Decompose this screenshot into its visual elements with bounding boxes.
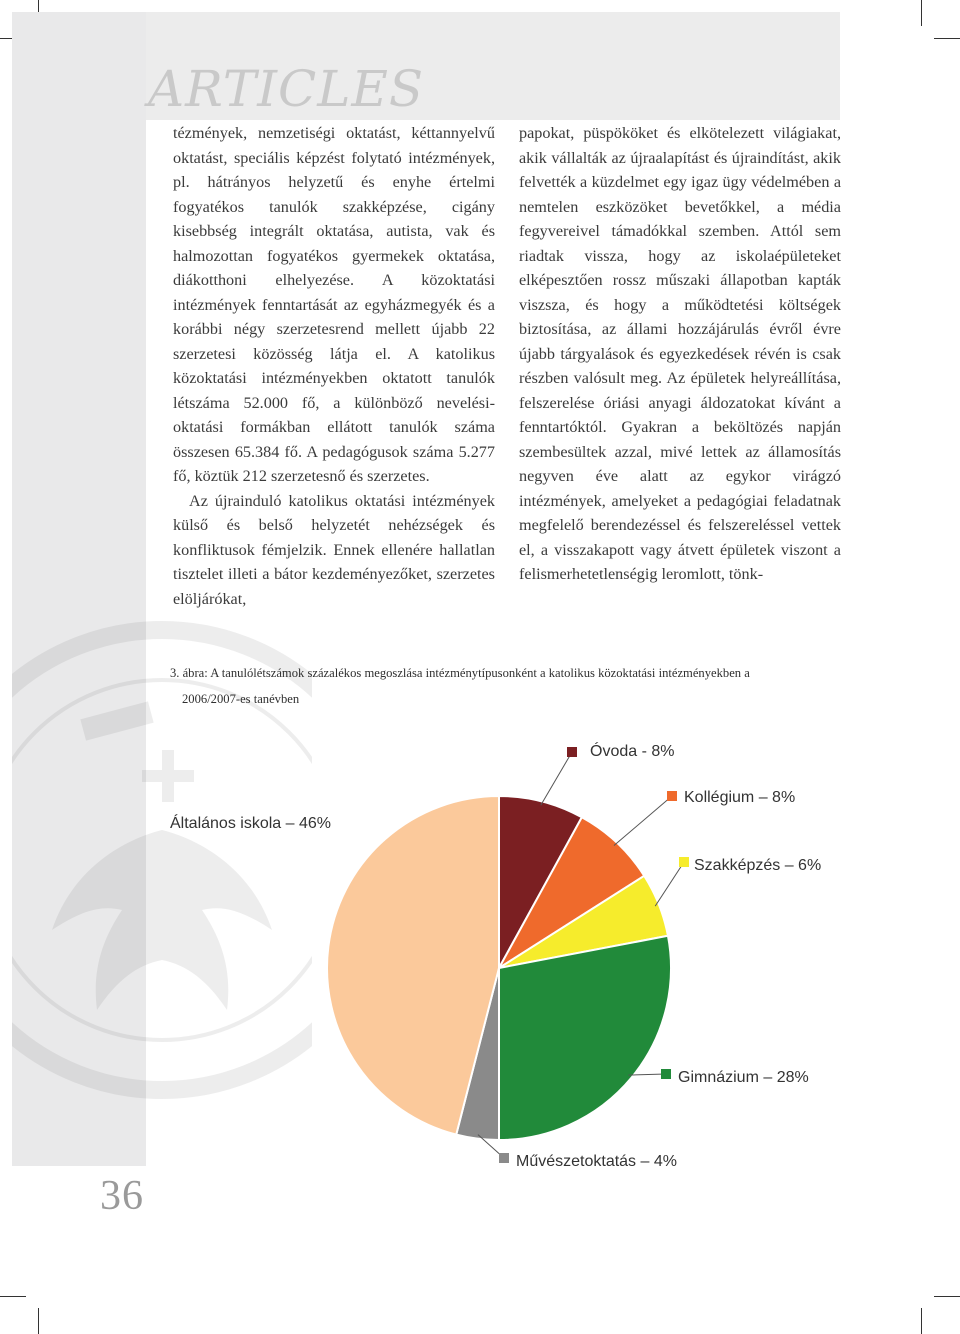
slice-label: Kollégium – 8%: [684, 789, 796, 806]
pie-chart: [160, 730, 880, 1180]
legend-marker: [567, 747, 577, 757]
slice-label: Szakképzés – 6%: [694, 857, 822, 874]
paragraph: tézmények, nemzetiségi oktatást, kéttannyelvű oktatást, speciális képzést folytató intézmények, pl. hátrányos helyzetű és enyhe értelmi fogyatékos tanulók szakképzése, cigány kisebbség integrált oktatása, autista, vak és halmozottan fogyatékos gyermekek oktatása, diákotthoni elhelyezése. A közoktatási intézmények fenntartását az egyházmegyék és a korábbi négy szerzetesrend mellett újabb 22 szerzetesi közösség látja el. A katolikus közoktatási intézményekben oktatott tanulók létszáma 52.000 fő, a különböző nevelési-oktatási formákban ellátott tanulók száma összesen 65.384 fő. A pedagógusok száma 5.277 fő, köztük 212 szerzetesnő és szerzetes.: [173, 124, 495, 485]
slice-label: Gimnázium – 28%: [678, 1069, 809, 1086]
crop-mark: [921, 1308, 922, 1334]
crop-mark: [934, 1296, 960, 1297]
paragraph: Az újrainduló katolikus oktatási intézmények külső és belső helyzetét nehézségek és konfliktusok fémjelzik. Ennek ellenére hallatlan tisztelet illeti a bátor kezdeményezőket, szerzetes elöljárókat,: [173, 491, 495, 608]
legend-marker: [667, 791, 677, 801]
caption-line: 3. ábra: A tanulólétszámok százalékos megoszlása intézménytípusonként a katolikus közoktatási intézményekben a: [170, 666, 750, 680]
page-number: 36: [100, 1173, 144, 1219]
crop-mark: [934, 38, 960, 39]
slice-label: Általános iskola – 46%: [170, 815, 331, 832]
legend-marker: [499, 1153, 509, 1163]
pie-slice: [499, 936, 671, 1140]
text-column-right: [519, 121, 841, 587]
leader-line: [655, 862, 684, 906]
crop-mark: [0, 1296, 26, 1297]
paragraph: papokat, püspököket és elkötelezett világiakat, akik vállalták az újraalapítást és újraindítást, akik felvették a küzdelmet egy igaz ügy védelmében a nemtelen eszközöket bevetőkkel, a média fegyvereivel támadókkal szemben. Attól sem riadtak vissza, hogy az iskolaépületeket elképesztően rossz műszaki állapotban kapták viszsza, és hogy a működtetési költségek biztosítása, az állami hozzájárulás évről évre újabb tárgyalások és egyezkedések révén is csak részben valósult meg. Az épületek helyreállítása, felszerelése óriási anyagi áldozatokat kívánt a fenntartóktól. Gyakran a beköltözés napján szembesültek azzal, mivé lettek az államosítás negyven éve alatt az egykor virágzó intézmények, amelyeket a pedagógiai feladatnak megfelelő berendezéssel és felszereléssel vettek el, a visszakapott vagy átvett épületek viszont a felismerhetetlenségig leromlott, tönk-: [519, 124, 841, 583]
legend-marker: [661, 1069, 671, 1079]
legend-marker: [679, 857, 689, 867]
crop-mark: [38, 1308, 39, 1334]
slice-label: Művészetoktatás – 4%: [516, 1153, 677, 1170]
figure-caption: [170, 660, 850, 712]
text-column-left: [173, 121, 495, 611]
leader-line: [614, 796, 672, 846]
crop-mark: [921, 0, 922, 26]
slice-label: Óvoda - 8%: [590, 743, 675, 760]
caption-line: 2006/2007-es tanévben: [182, 692, 300, 706]
section-title: ARTICLES: [148, 60, 425, 118]
leader-line: [541, 752, 572, 805]
